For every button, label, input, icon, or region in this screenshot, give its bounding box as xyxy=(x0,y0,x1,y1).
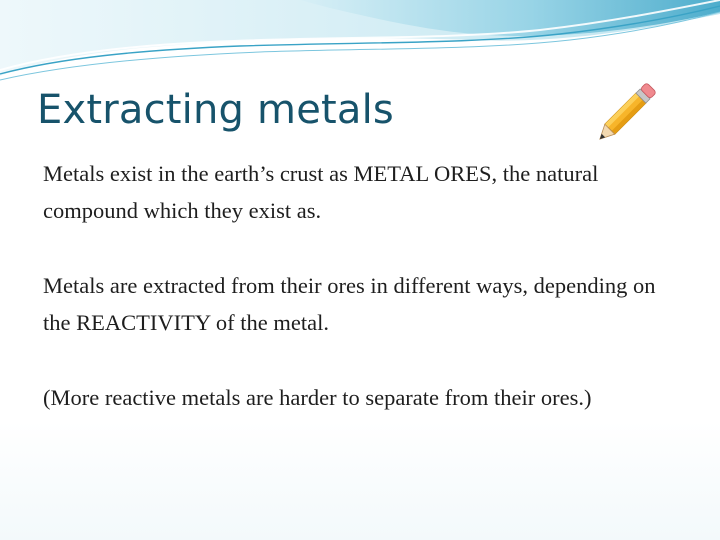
paragraph-metal-ores: Metals exist in the earth’s crust as METAL ORES, the natural compound which they exist as. xyxy=(43,161,599,223)
pencil-icon xyxy=(594,72,668,144)
paragraph-reactivity-note: (More reactive metals are harder to separate from their ores.) xyxy=(43,385,592,410)
slide-body xyxy=(43,155,683,454)
paragraph-extraction-methods: Metals are extracted from their ores in different ways, depending on the REACTIVITY of the metal. xyxy=(43,273,656,335)
slide-title: Extracting metals xyxy=(37,87,394,133)
